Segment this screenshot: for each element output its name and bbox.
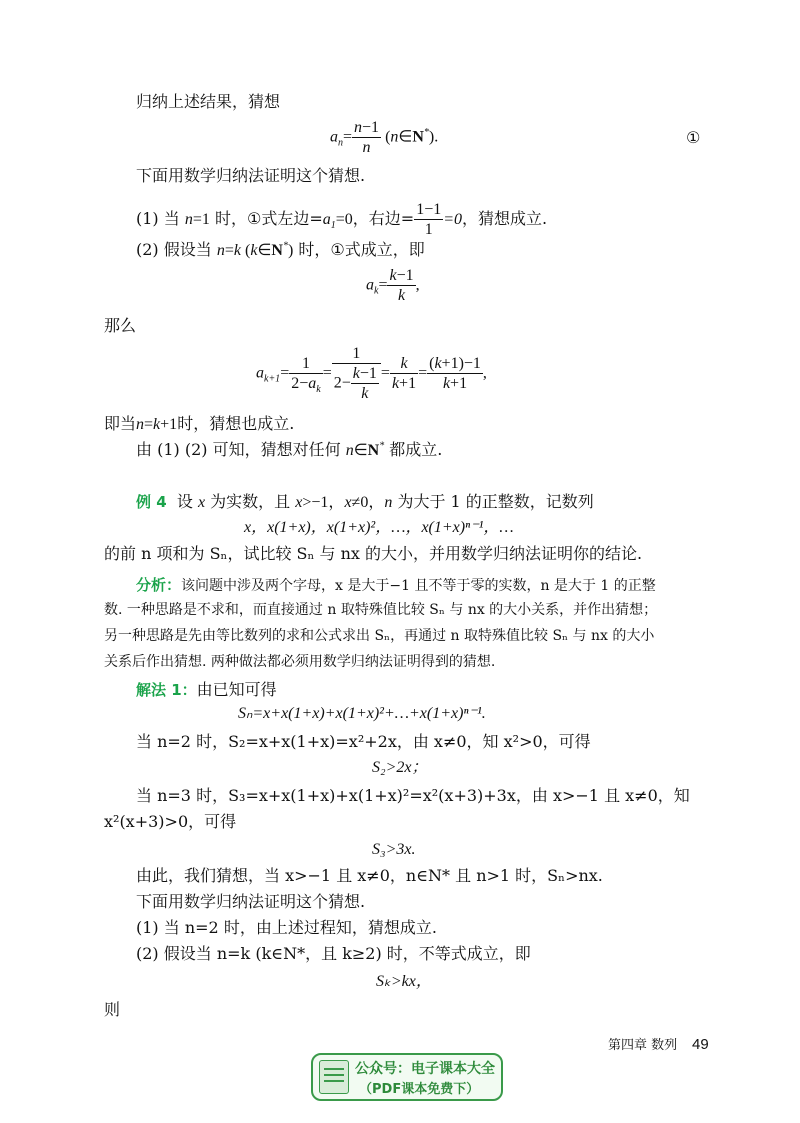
n3-line-2: x²(x+3)>0，可得 — [104, 812, 237, 831]
analysis-line-3: 另一种思路是先由等比数列的求和公式求出 Sₙ，再通过 n 取特殊值比较 Sₙ 与 nx 的大小 — [104, 628, 655, 644]
conclusion-b: 都成立. — [389, 440, 443, 459]
sum-formula: Sₙ=x+x(1+x)+x(1+x)²+…+x(1+x)ⁿ⁻¹. — [238, 705, 486, 722]
step1-text-d: ，右边= — [352, 209, 415, 229]
n2-result: S₂>2x； — [372, 759, 428, 776]
book-icon — [319, 1060, 349, 1094]
hypothesis: Sₖ>kx， — [376, 973, 432, 990]
example-text-a: 设 — [176, 492, 193, 511]
equation-marker-1: ① — [686, 128, 701, 147]
conclusion-a: 由 (1) (2) 可知，猜想对任何 — [136, 440, 341, 459]
analysis-line-4: 关系后作出猜想. 两种做法都必须用数学归纳法证明得到的猜想. — [104, 654, 496, 670]
step2-text-b: 时， — [298, 240, 331, 259]
formula-ak: $a_k=$ $\frac{k-1}{k}$ , — [366, 267, 420, 305]
solution-step-1: (1) 当 n=2 时，由上述过程知，猜想成立. — [136, 918, 437, 937]
solution-label: 解法 1： — [136, 681, 197, 699]
step1-text-c: 式左边= — [261, 209, 323, 229]
example-text-b: 为实数，且 — [210, 492, 291, 511]
example-sequence: x，x(1+x)，x(1+x)²，…，x(1+x)ⁿ⁻¹，… — [244, 519, 514, 536]
solution-step-2: (2) 假设当 n=k (k∈N*，且 k≥2) 时，不等式成立，即 — [136, 944, 531, 963]
then-label-2: 则 — [104, 1000, 121, 1019]
example-text-c: ， — [328, 492, 345, 511]
n3-line: 当 n=3 时，S₃=x+x(1+x)+x(1+x)²=x²(x+3)+3x，由 x>−1 且 x≠0，知 — [136, 786, 690, 805]
step-1: (1) 当 n=1 时，①式左边$=a_1=0$，右边= $\frac{1-1}{1}$ =0，猜想成立. — [136, 201, 548, 239]
watermark-line-2: （PDF课本免费下） — [359, 1082, 480, 1097]
also-holds-a: 即当 — [104, 414, 137, 433]
analysis-line-1 — [136, 576, 656, 595]
solution-intro-text: 由已知可得 — [196, 680, 277, 699]
example-4: 例 4 设 x 为实数，且 x>−1，x≠0，n 为大于 1 的正整数，记数列 — [136, 492, 594, 511]
proof-intro: 下面用数学归纳法证明这个猜想. — [136, 166, 366, 185]
analysis-text-1: 该问题中涉及两个字母，x 是大于−1 且不等于零的实数，n 是大于 1 的正整 — [181, 578, 656, 594]
analysis-line-2: 数. 一种思路是不求和，而直接通过 n 取特殊值比较 Sₙ 与 nx 的大小关系，并作出猜想； — [104, 602, 658, 618]
then-label: 那么 — [104, 316, 137, 335]
step2-text-c: 式成立，即 — [344, 240, 425, 259]
proof-intro-2: 下面用数学归纳法证明这个猜想. — [136, 892, 366, 911]
conclusion: 由 (1) (2) 可知，猜想对任何 n∈N* 都成立. — [136, 440, 443, 459]
step1-text-e: ，猜想成立. — [462, 209, 548, 229]
example-text-d: 为大于 1 的正整数，记数列 — [397, 492, 594, 511]
n2-line: 当 n=2 时，S₂=x+x(1+x)=x²+2x，由 x≠0，知 x²>0，可得 — [136, 732, 591, 751]
induction-intro: 归纳上述结果，猜想 — [136, 92, 281, 111]
guess: 由此，我们猜想，当 x>−1 且 x≠0，n∈N* 且 n>1 时，Sₙ>nx. — [136, 866, 603, 885]
watermark-badge — [311, 1053, 503, 1101]
solution-intro — [136, 680, 277, 699]
n3-result: S₃>3x. — [372, 841, 416, 858]
example-label: 例 4 — [136, 493, 167, 511]
page-number: 49 — [692, 1036, 709, 1053]
analysis-label: 分析： — [136, 576, 182, 594]
also-holds: 即当n=k+1时，猜想也成立. — [104, 414, 295, 433]
step-2: (2) 假设当 n=k (k∈N*) 时，①式成立，即 — [136, 240, 425, 259]
step1-text-b: 时， — [214, 209, 247, 229]
example-question: 的前 n 项和为 Sₙ，试比较 Sₙ 与 nx 的大小，并用数学归纳法证明你的结论. — [104, 544, 643, 563]
watermark-line-1: 公众号：电子课本大全 — [355, 1061, 495, 1077]
step1-text-a: (1) 当 — [136, 209, 180, 229]
formula-an: $a_n=$ $\frac{n-1}{n}$ (n∈N*). — [330, 119, 439, 157]
chapter-label: 第四章 数列 — [608, 1038, 678, 1053]
step2-text-a: (2) 假设当 — [136, 240, 212, 259]
also-holds-b: 时，猜想也成立. — [177, 414, 295, 433]
formula-ak-plus-1: $a_{k+1}=$ $\frac{1}{2-a_k}$ = 1 2− $\frac{k-1}{k}$ = $\frac{k}{k+1}$ = $\frac{(k+1)-1}{k+1}$ , — [256, 345, 487, 403]
